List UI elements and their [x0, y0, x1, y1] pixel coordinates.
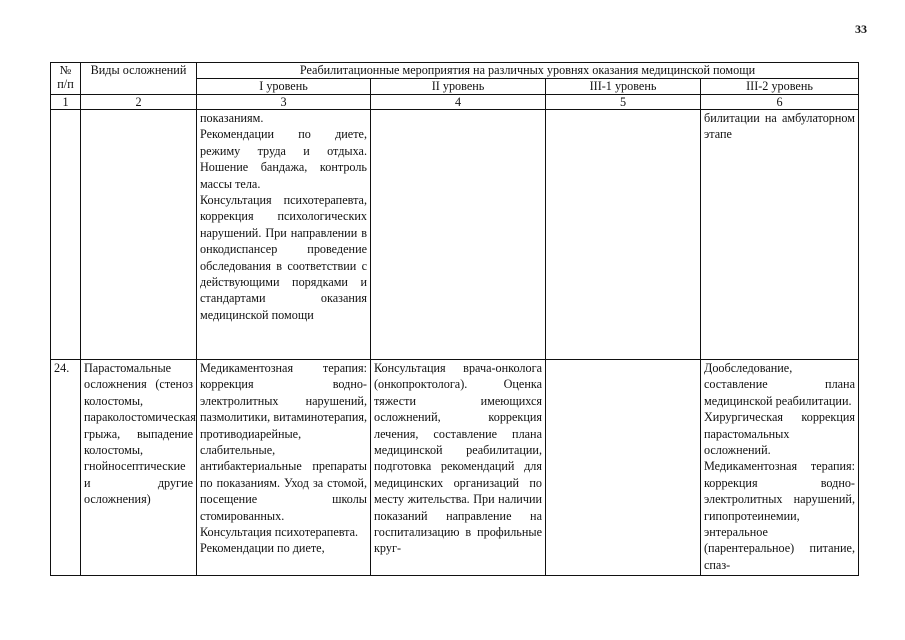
header-level-2: II уровень: [371, 79, 546, 95]
column-number: 4: [371, 95, 546, 110]
table-row: [51, 110, 859, 360]
level-2-cell: Консультация врача-онколога (онкопроктолога). Оценка тяжести имеющихся осложнений, коррекция лечения, составление плана медицинской реабилитации, подготовка рекомендаций для медицинских организаций по месту жительства. При наличии показаний направление на госпитализацию в профильные круг-: [371, 360, 546, 576]
complication-cell: Парастомальные осложнения (стеноз колостомы, параколостомическая грыжа, выпадение колостомы, гнойносептические и другие осложнения): [81, 360, 197, 576]
column-number: 6: [701, 95, 859, 110]
complication-cell: [81, 110, 197, 360]
header-level-1: I уровень: [197, 79, 371, 95]
header-row-1: [51, 63, 859, 79]
header-rehab-measures: Реабилитационные мероприятия на различных уровнях оказания медицинской помощи: [197, 63, 859, 79]
level-1-cell: Медикаментозная терапия: коррекция водно-электролитных нарушений, пазмолитики, витаминотерапия, противодиарейные, слабительные, антибактериальные препараты по показаниям. Уход за стомой, посещение школы стомированных. Консультация психотерапевта. Рекомендации по диете,: [197, 360, 371, 576]
column-number: 3: [197, 95, 371, 110]
column-number: 5: [546, 95, 701, 110]
level-2-cell: [371, 110, 546, 360]
page-number: 33: [855, 22, 867, 36]
level-1-cell: показаниям. Рекомендации по диете, режиму труда и отдыха. Ношение бандажа, контроль массы тела. Консультация психотерапевта, коррекция психологических нарушений. При направлении в онкодиспансер проведение обследования в соответствии с действующими порядками и стандартами оказания медицинской помощи: [197, 110, 371, 360]
row-number: 24.: [51, 360, 81, 576]
header-level-3-1: III-1 уровень: [546, 79, 701, 95]
level-3-1-cell: [546, 360, 701, 576]
column-number: 2: [81, 95, 197, 110]
table-row: [51, 360, 859, 576]
header-complication-types: Виды осложнений: [81, 63, 197, 95]
level-3-2-cell: билитации на амбулаторном этапе: [701, 110, 859, 360]
row-number: [51, 110, 81, 360]
column-number: 1: [51, 95, 81, 110]
header-number: № п/п: [51, 63, 81, 95]
header-level-3-2: III-2 уровень: [701, 79, 859, 95]
level-3-2-cell: Дообследование, составление плана медицинской реабилитации. Хирургическая коррекция парастомальных осложнений. Медикаментозная терапия: коррекция водно-электролитных нарушений, гипопротеинемии, энтеральное (парентеральное) питание, спаз-: [701, 360, 859, 576]
column-number-row: [51, 95, 859, 110]
level-3-1-cell: [546, 110, 701, 360]
rehabilitation-table: [50, 62, 859, 576]
